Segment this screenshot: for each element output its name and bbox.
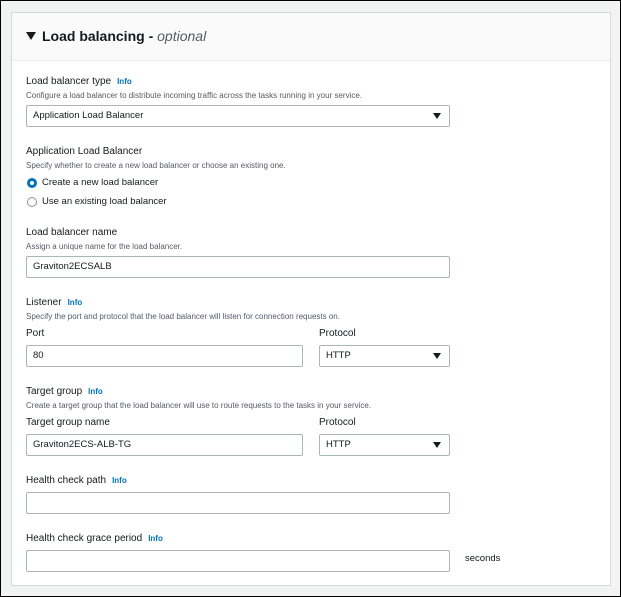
section-title-suffix: optional — [157, 28, 207, 44]
radio-use-existing[interactable] — [27, 197, 37, 207]
section-header[interactable] — [12, 13, 610, 61]
lb-type-value: Application Load Balancer — [33, 110, 144, 121]
grace-period-label: Health check grace period Info — [26, 533, 163, 544]
chevron-down-icon — [433, 113, 441, 119]
lb-name-input[interactable]: Graviton2ECSALB — [26, 256, 450, 278]
chevron-down-icon — [433, 353, 441, 359]
lb-type-info-link[interactable]: Info — [117, 77, 132, 86]
section-title: Load balancing - optional — [42, 28, 207, 44]
grace-period-input[interactable] — [26, 550, 450, 572]
listener-protocol-value: HTTP — [326, 350, 351, 361]
health-check-info-link[interactable]: Info — [112, 476, 127, 485]
radio-create-new[interactable] — [27, 178, 37, 188]
lb-type-label: Load balancer type Info — [26, 76, 132, 87]
target-group-info-link[interactable]: Info — [88, 387, 103, 396]
listener-protocol-select[interactable] — [319, 345, 450, 367]
radio-use-existing-label[interactable]: Use an existing load balancer — [42, 196, 167, 207]
target-group-protocol-value: HTTP — [326, 439, 351, 450]
radio-create-new-label[interactable]: Create a new load balancer — [42, 177, 159, 188]
lb-name-description: Assign a unique name for the load balancer. — [26, 242, 183, 251]
port-label: Port — [26, 328, 45, 339]
caret-down-icon[interactable] — [26, 32, 36, 40]
listener-label: Listener Info — [26, 297, 83, 308]
listener-protocol-label: Protocol — [319, 328, 356, 339]
grace-period-unit: seconds — [465, 553, 501, 564]
target-group-name-input[interactable]: Graviton2ECS-ALB-TG — [26, 434, 303, 456]
port-input[interactable]: 80 — [26, 345, 303, 367]
target-group-protocol-select[interactable] — [319, 434, 450, 456]
lb-name-label: Load balancer name — [26, 227, 118, 238]
health-check-path-label: Health check path Info — [26, 475, 127, 486]
listener-description: Specify the port and protocol that the load balancer will listen for connection requests on. — [26, 312, 340, 321]
target-group-label: Target group Info — [26, 386, 103, 397]
alb-description: Specify whether to create a new load balancer or choose an existing one. — [26, 161, 286, 170]
chevron-down-icon — [433, 442, 441, 448]
health-check-path-input[interactable] — [26, 492, 450, 514]
alb-label: Application Load Balancer — [26, 146, 143, 157]
target-group-protocol-label: Protocol — [319, 417, 356, 428]
target-group-description: Create a target group that the load balancer will use to route requests to the tasks in your service. — [26, 401, 372, 410]
grace-period-info-link[interactable]: Info — [148, 534, 163, 543]
lb-type-select[interactable] — [26, 105, 450, 127]
listener-info-link[interactable]: Info — [67, 298, 83, 307]
target-group-name-label: Target group name — [26, 417, 110, 428]
load-balancing-panel — [11, 12, 611, 586]
lb-type-description: Configure a load balancer to distribute incoming traffic across the tasks running in your service. — [26, 91, 363, 100]
